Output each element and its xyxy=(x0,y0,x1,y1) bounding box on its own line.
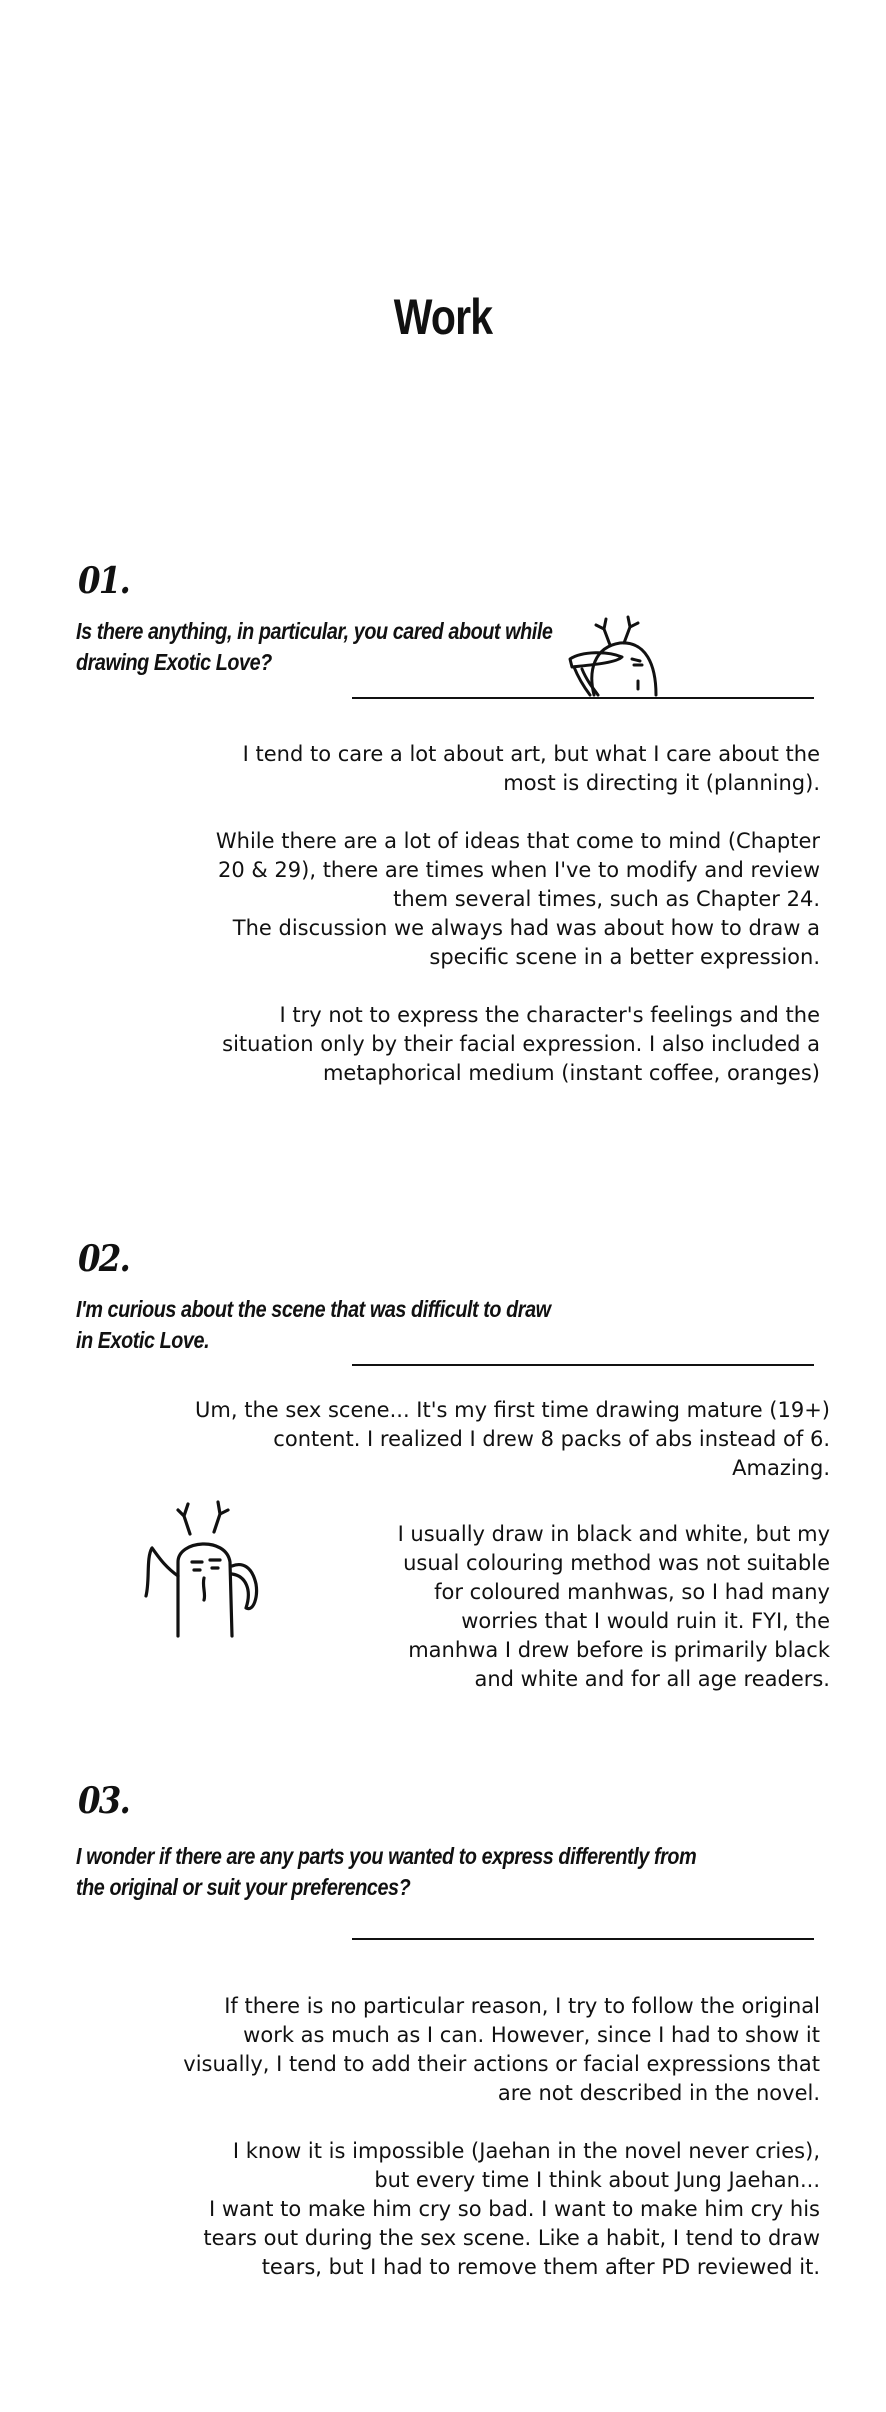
section-number-02: 02. xyxy=(78,1238,129,1280)
answer-paragraph: I usually draw in black and white, but my usual colouring method was not suitable for coloured manhwas, so I had many worries that I would ruin it. FYI, the manhwa I drew before is primarily black and white and for all age readers. xyxy=(397,1522,830,1691)
peeking-antler-character-icon xyxy=(560,615,690,697)
answer-02-part-2 xyxy=(398,1520,830,1694)
question-line: I'm curious about the scene that was difficult to draw xyxy=(76,1296,551,1322)
answer-paragraph: I know it is impossible (Jaehan in the novel never cries), but every time I think about Jung Jaehan... I want to make him cry so bad. I want to make him cry his tears out during the sex scene. Like a habit, I tend to draw tears, but I had to remove them after PD reviewed it. xyxy=(203,2139,820,2279)
answer-01 xyxy=(216,740,820,1088)
question-line: the original or suit your preferences? xyxy=(76,1874,411,1900)
question-03 xyxy=(76,1841,696,1903)
answer-03 xyxy=(183,1992,820,2282)
divider-01 xyxy=(352,697,814,699)
question-line: Is there anything, in particular, you cared about while xyxy=(76,618,553,644)
divider-03 xyxy=(352,1938,814,1940)
page-title: Work xyxy=(393,289,493,345)
answer-paragraph: While there are a lot of ideas that come to mind (Chapter 20 & 29), there are times when I've to modify and review them several times, such as Chapter 24. The discussion we always had was about how to draw a specific scene in a better expression. xyxy=(215,829,820,969)
answer-02-part-1 xyxy=(195,1396,830,1483)
question-01 xyxy=(76,616,552,678)
question-line: in Exotic Love. xyxy=(76,1327,210,1353)
answer-paragraph: I tend to care a lot about art, but what I care about the most is directing it (planning). xyxy=(242,742,820,795)
waving-antler-character-icon xyxy=(134,1496,284,1646)
divider-02 xyxy=(352,1364,814,1366)
section-number-01: 01. xyxy=(78,560,129,602)
answer-paragraph: I try not to express the character's feelings and the situation only by their facial expression. I also included a metaphorical medium (instant coffee, oranges) xyxy=(222,1003,820,1085)
question-02 xyxy=(76,1294,551,1356)
question-line: drawing Exotic Love? xyxy=(76,649,272,675)
answer-paragraph: If there is no particular reason, I try to follow the original work as much as I can. However, since I had to show it visually, I tend to add their actions or facial expressions that are not described in the novel. xyxy=(183,1994,820,2105)
answer-paragraph: Um, the sex scene... It's my first time drawing mature (19+) content. I realized I drew 8 packs of abs instead of 6. Amazing. xyxy=(195,1398,830,1480)
question-line: I wonder if there are any parts you wanted to express differently from xyxy=(76,1843,697,1869)
section-number-03: 03. xyxy=(78,1780,129,1822)
